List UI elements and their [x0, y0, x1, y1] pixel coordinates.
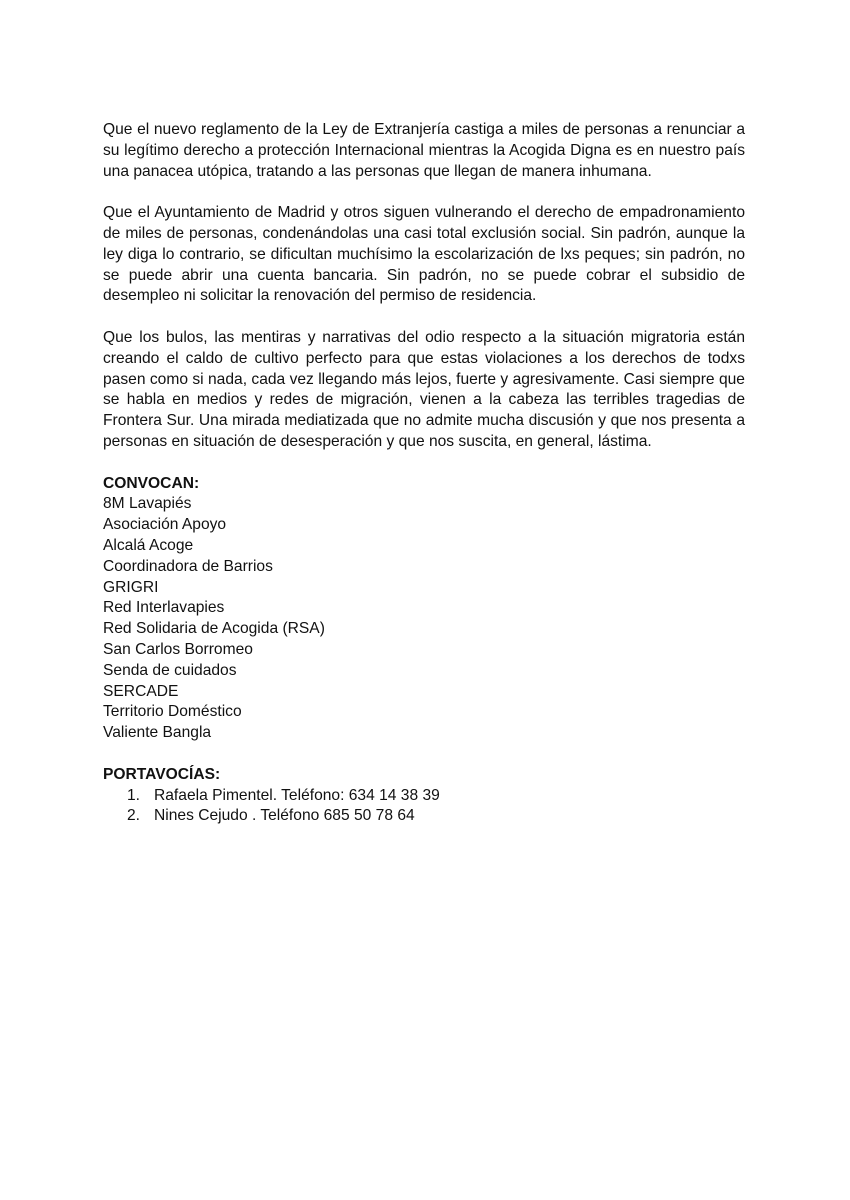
list-item: Coordinadora de Barrios [103, 557, 273, 575]
list-item: Asociación Apoyo [103, 516, 227, 534]
document-page [103, 120, 745, 827]
list-item: 8M Lavapiés [103, 495, 192, 513]
list-item: Red Solidaria de Acogida (RSA) [103, 620, 325, 638]
spokesperson-text: Nines Cejudo . Teléfono 685 50 78 64 [154, 807, 415, 825]
portavocias-heading: PORTAVOCÍAS: [103, 765, 221, 783]
list-item: SERCADE [103, 682, 179, 700]
portavocias-list [103, 786, 745, 828]
list-item: Senda de cuidados [103, 661, 237, 679]
spokesperson-item [103, 806, 745, 827]
convocan-heading: CONVOCAN: [103, 474, 200, 492]
paragraph-reglamento: Que el nuevo reglamento de la Ley de Extranjería castiga a miles de personas a renunciar a su legítimo derecho a protección Internacional mientras la Acogida Digna es en nuestro país una panacea utópica, tratando a las personas que llegan de manera inhumana. [103, 121, 745, 180]
convocan-list [103, 494, 745, 744]
list-item: Valiente Bangla [103, 724, 212, 742]
list-item: GRIGRI [103, 578, 159, 596]
list-number: 1. [127, 786, 141, 804]
spokesperson-item [103, 786, 745, 807]
paragraph-bulos: Que los bulos, las mentiras y narrativas del odio respecto a la situación migratoria están creando el caldo de cultivo perfecto para que estas violaciones a los derechos de todxs pasen como si nada, cada vez llegando más lejos, fuerte y agresivamente. Casi siempre que se habla en medios y redes de migración, vienen a la cabeza las terribles tragedias de Frontera Sur. Una mirada mediatizada que no admite mucha discusión y que nos presenta a personas en situación de desesperación y que nos suscita, en general, lástima. [103, 328, 745, 450]
list-item: Red Interlavapies [103, 599, 225, 617]
list-item: San Carlos Borromeo [103, 640, 253, 658]
list-item: Territorio Doméstico [103, 703, 242, 721]
list-item: Alcalá Acoge [103, 536, 194, 554]
list-number: 2. [127, 807, 141, 825]
paragraph-empadronamiento: Que el Ayuntamiento de Madrid y otros siguen vulnerando el derecho de empadronamiento de miles de personas, condenándolas una casi total exclusión social. Sin padrón, aunque la ley diga lo contrario, se dificultan muchísimo la escolarización de lxs peques; sin padrón, no se puede abrir una cuenta bancaria. Sin padrón, no se puede cobrar el subsidio de desempleo ni solicitar la renovación del permiso de residencia. [103, 204, 745, 305]
spokesperson-text: Rafaela Pimentel. Teléfono: 634 14 38 39 [154, 786, 440, 804]
